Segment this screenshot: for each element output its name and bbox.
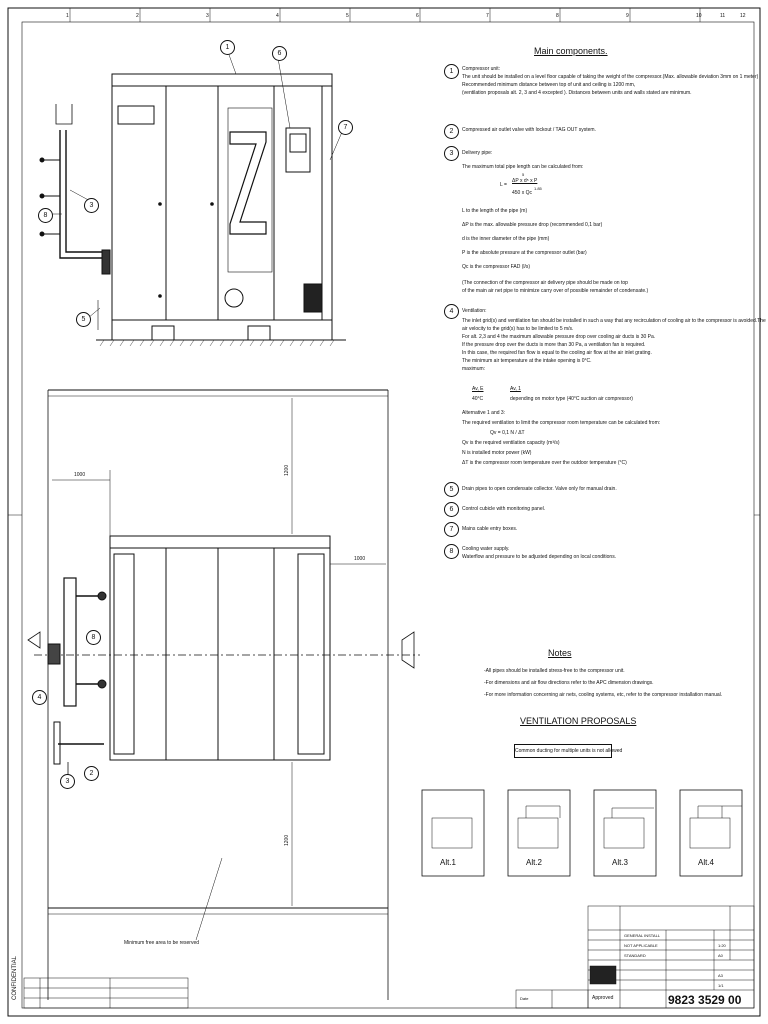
vent-line: Alternative 1 and 3: [462,410,506,416]
callout-number: 8 [86,630,101,645]
title-block-standard: STANDARD [624,953,646,958]
callout-number: 1 [220,40,235,55]
formula-line: of the main air net pipe to minimize carry over of possible remainder of condensate.) [462,288,649,294]
vent-line: The required ventilation to limit the compressor room temperature can be calculated from: [462,420,661,426]
dim-right: 1000 [354,556,366,562]
confidential-stamp: CONFIDENTIAL [12,955,18,1000]
formula-line: d is the inner diameter of the pipe (mm) [462,236,550,242]
item-text: The minimum air temperature at the intake opening is 0°C. [462,358,592,364]
item-text: Cooling water supply. [462,546,510,552]
callout-number: 3 [60,774,75,789]
formula-numerator: ΔP x d⁵ x P [512,178,538,184]
item-text: Control cubicle with monitoring panel. [462,506,546,512]
note-line: -For dimensions and air flow directions refer to the APC dimension drawings. [484,680,654,686]
vent-formula-bot-left: 40°C [472,396,484,402]
vent-formula-top-left: Av, E [472,386,484,392]
vent-sketches [422,790,742,876]
formula-lhs: L = [500,182,507,188]
title-block-date-label: Date [520,996,529,1001]
formula-line: ΔP is the max. allowable pressure drop (recommended 0,1 bar) [462,222,603,228]
callout-number: 7 [338,120,353,135]
item-text: Recommended minimum distance between top of unit and ceiling is 1200 mm, [462,82,636,88]
grid-label: 11 [720,13,726,19]
callout-number: 5 [76,312,91,327]
item-text: In this case, the required fan flow is equal to the cooling air flow at the air inlet grating. [462,350,652,356]
title-block-format: A3 [718,973,723,978]
item-text: Drain pipes to open condensate collector. Valve only for manual drain. [462,486,617,492]
callout-number: 3 [84,198,99,213]
item-number: 8 [444,544,459,559]
formula-line: P is the absolute pressure at the compressor outlet (bar) [462,250,587,256]
grid-label: 3 [206,13,209,19]
item-number: 6 [444,502,459,517]
ventilation-warning: Common ducting for multiple units is not allowed [514,744,612,758]
item-text: Delivery pipe: [462,150,493,156]
item-number: 7 [444,522,459,537]
title-block-sheet: 1/1 [718,983,724,988]
title-block-general: GENERAL INSTALL [624,933,661,938]
title-block-not-applicable: NOT APPLICABLE [624,943,658,948]
grid-label: 8 [556,13,559,19]
item-text: maximum: [462,366,486,372]
item-text: The maximum total pipe length can be calculated from: [462,164,584,170]
item-text: The inlet grid(s) and ventilation fan should be installed in such a way that any recirculation of cooling air to the compressor is avoided.The [462,318,766,324]
item-text: (ventilation proposals alt. 2, 3 and 4 excepted ). Distances between units and walls stated are minimum. [462,90,692,96]
item-text: The unit should be installed on a level floor capable of taking the weight of the compressor.(Max. allowable deviation 3mm on 1 meter) [462,74,759,80]
alt-label: Alt.1 [440,858,457,867]
notes-title: Notes [548,648,572,658]
grid-label: 5 [346,13,349,19]
vent-line: ΔT is the compressor room temperature over the outdoor temperature (°C) [462,460,627,466]
item-text: Mains cable entry boxes. [462,526,518,532]
vent-line: N is installed motor power (kW) [462,450,532,456]
formula-line: Qc is the compressor FAD (l/s) [462,264,531,270]
title-block-size: A0 [718,953,723,958]
item-text: air velocity to the grid(s) has to be limited to 5 m/s. [462,326,574,332]
vent-formula-bot-right: depending on motor type (40°C suction air compressor) [510,396,633,402]
item-number: 4 [444,304,459,319]
alt-label: Alt.3 [612,858,629,867]
item-number: 3 [444,146,459,161]
grid-label: 2 [136,13,139,19]
formula-exp-den: 1.85 [534,186,542,191]
item-text: Compressed air outlet valve with lockout / TAG OUT system. [462,127,596,133]
vent-line: Qv is the required ventilation capacity (m³/s) [462,440,560,446]
item-text: Ventilation: [462,308,487,314]
grid-label: 10 [696,13,702,19]
item-text: Compressor unit: [462,66,501,72]
dim-top: 1200 [284,464,290,476]
formula-denominator: 450 x Qc [512,190,533,196]
alt-label: Alt.4 [698,858,715,867]
ventilation-title: VENTILATION PROPOSALS [520,716,637,726]
drawing-number: 9823 3529 00 [668,993,742,1007]
grid-label: 12 [740,13,746,19]
grid-label: 4 [276,13,279,19]
note-line: -All pipes should be installed stress-free to the compressor unit. [484,668,625,674]
note-line: -For more information concerning air nets, cooling systems, etc, refer to the compressor installation manual. [484,692,723,698]
grid-label: 7 [486,13,489,19]
formula-line: L to the length of the pipe (m) [462,208,528,214]
grid-label: 6 [416,13,419,19]
title-block-approved: Approved [592,995,614,1001]
item-number: 1 [444,64,459,79]
item-text: Waterflow and pressure to be adjusted depending on local conditions. [462,554,617,560]
dim-bottom: 1200 [284,834,290,846]
vent-line: Qv = 0,1 N / ΔT [490,430,525,436]
callout-number: 8 [38,208,53,223]
title-block-scale: 1:20 [718,943,726,948]
grid-label: 1 [66,13,69,19]
callout-number: 2 [84,766,99,781]
formula-exp-top: 5 [522,172,525,177]
free-area-note: Minimum free area to be reserved [124,940,200,946]
item-text: For alt. 2,3 and 4 the maximum allowable pressure drop over cooling air ducts is 30 Pa. [462,334,656,340]
vent-formula-top-right: Av, 1 [510,386,521,392]
plan-view [28,390,420,1000]
alt-label: Alt.2 [526,858,543,867]
callout-number: 4 [32,690,47,705]
formula-line: (The connection of the compressor air delivery pipe should be made on top [462,280,628,286]
main-components-title: Main components. [534,46,608,56]
grid-label: 9 [626,13,629,19]
item-number: 5 [444,482,459,497]
callout-number: 6 [272,46,287,61]
item-text: If the pressure drop over the ducts is more than 30 Pa, a ventilation fan is required. [462,342,646,348]
item-number: 2 [444,124,459,139]
dim-left: 1000 [74,472,86,478]
